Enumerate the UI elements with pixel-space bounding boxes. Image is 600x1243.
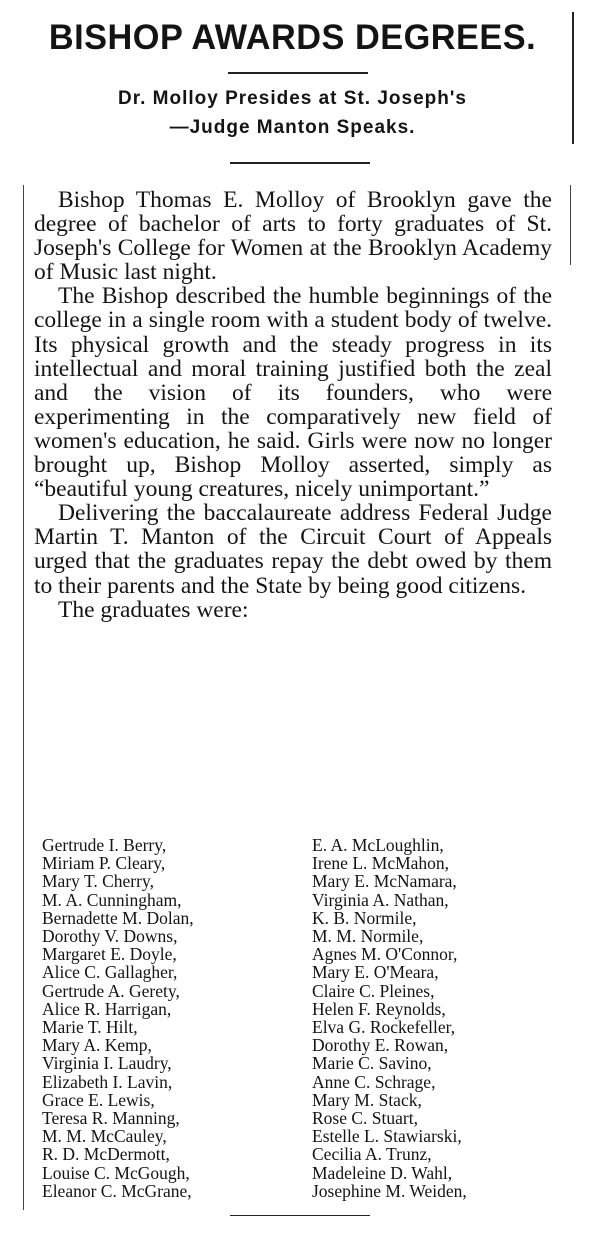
paragraph-1: Bishop Thomas E. Molloy of Brooklyn gave the degree of bachelor of arts to forty graduates of St. Joseph's College for Women at the Brooklyn Academy of Music last night. [34,187,552,286]
graduate-name: Marie C. Savino, [312,1053,432,1074]
graduate-name: Irene L. McMahon, [312,853,450,874]
graduate-name: Virginia A. Nathan, [312,889,449,910]
graduate-name: Mary T. Cherry, [42,871,154,892]
article-body [34,188,552,622]
graduate-name: Mary A. Kemp, [42,1035,152,1056]
graduate-name: Alice C. Gallagher, [42,962,178,983]
graduates-intro: The graduates were: [58,596,249,623]
graduates-list-left [42,836,194,1200]
graduate-name: Miriam P. Cleary, [42,853,166,874]
graduate-name: Cecilia A. Trunz, [312,1144,432,1165]
subhead-line-2: —Judge Manton Speaks. [169,117,416,138]
graduate-name: Gertrude I. Berry, [42,835,167,855]
graduate-name: M. M. McCauley, [42,1126,167,1147]
graduate-name: Dorothy V. Downs, [42,926,178,947]
graduate-name: Agnes M. O'Connor, [312,944,458,965]
graduate-name: Rose C. Stuart, [312,1108,418,1129]
graduate-name: Louise C. McGough, [42,1162,190,1183]
end-rule [230,1215,370,1216]
graduate-name: Grace E. Lewis, [42,1089,155,1110]
graduates-list-right [312,836,467,1200]
graduate-name: Alice R. Harrigan, [42,998,172,1019]
graduate-name: Elva G. Rockefeller, [312,1017,456,1038]
graduate-name: E. A. McLoughlin, [312,835,444,855]
graduate-name: Dorothy E. Rowan, [312,1035,449,1056]
headline: BISHOP AWARDS DEGREES. [48,18,537,57]
column-rule-left [23,185,24,1210]
graduate-name: Estelle L. Stawiarski, [312,1126,462,1147]
graduate-name: Mary M. Stack, [312,1089,422,1110]
graduate-name: Mary E. McNamara, [312,871,457,892]
graduate-name: Elizabeth I. Lavin, [42,1071,173,1092]
graduate-name: Helen F. Reynolds, [312,998,446,1019]
graduate-name: M. M. Normile, [312,926,424,947]
graduate-name: M. A. Cunningham, [42,889,182,910]
graduate-name: Madeleine D. Wahl, [312,1162,453,1183]
graduate-name: Virginia I. Laudry, [42,1053,172,1074]
graduate-name: Claire C. Pleines, [312,980,435,1001]
subhead-rule [230,162,370,164]
graduate-name: Teresa R. Manning, [42,1108,180,1129]
paragraph-3: Delivering the baccalaureate address Federal Judge Martin T. Manton of the Circuit Court of Appeals urged that the graduates repay the debt owed by them to their parents and the State by being good citizens. [34,500,552,599]
paragraph-2: The Bishop described the humble beginnings of the college in a single room with a student body of twelve. Its physical growth and the steady progress in its intellectual and moral training justified both the zeal and the vision of its founders, who were experimenting in the comparatively new field of women's education, he said. Girls were now no longer brought up, Bishop Molloy asserted, simply as “beautiful young creatures, nicely unimportant.” [34,283,552,503]
graduate-name: Eleanor C. McGrane, [42,1180,192,1201]
graduate-name: Margaret E. Doyle, [42,944,177,965]
headline-rule [228,72,368,74]
graduate-name: Marie T. Hilt, [42,1017,138,1038]
graduate-name: K. B. Normile, [312,907,417,928]
graduate-name: R. D. McDermott, [42,1144,170,1165]
column-rule-top [572,12,574,144]
subhead-line-1: Dr. Molloy Presides at St. Joseph's [118,88,467,109]
graduate-name: Josephine M. Weiden, [312,1180,467,1201]
graduate-name: Gertrude A. Gerety, [42,980,180,1001]
graduate-name: Bernadette M. Dolan, [42,907,194,928]
graduate-name: Mary E. O'Meara, [312,962,439,983]
column-rule-right [570,185,571,265]
graduate-name: Anne C. Schrage, [312,1071,436,1092]
